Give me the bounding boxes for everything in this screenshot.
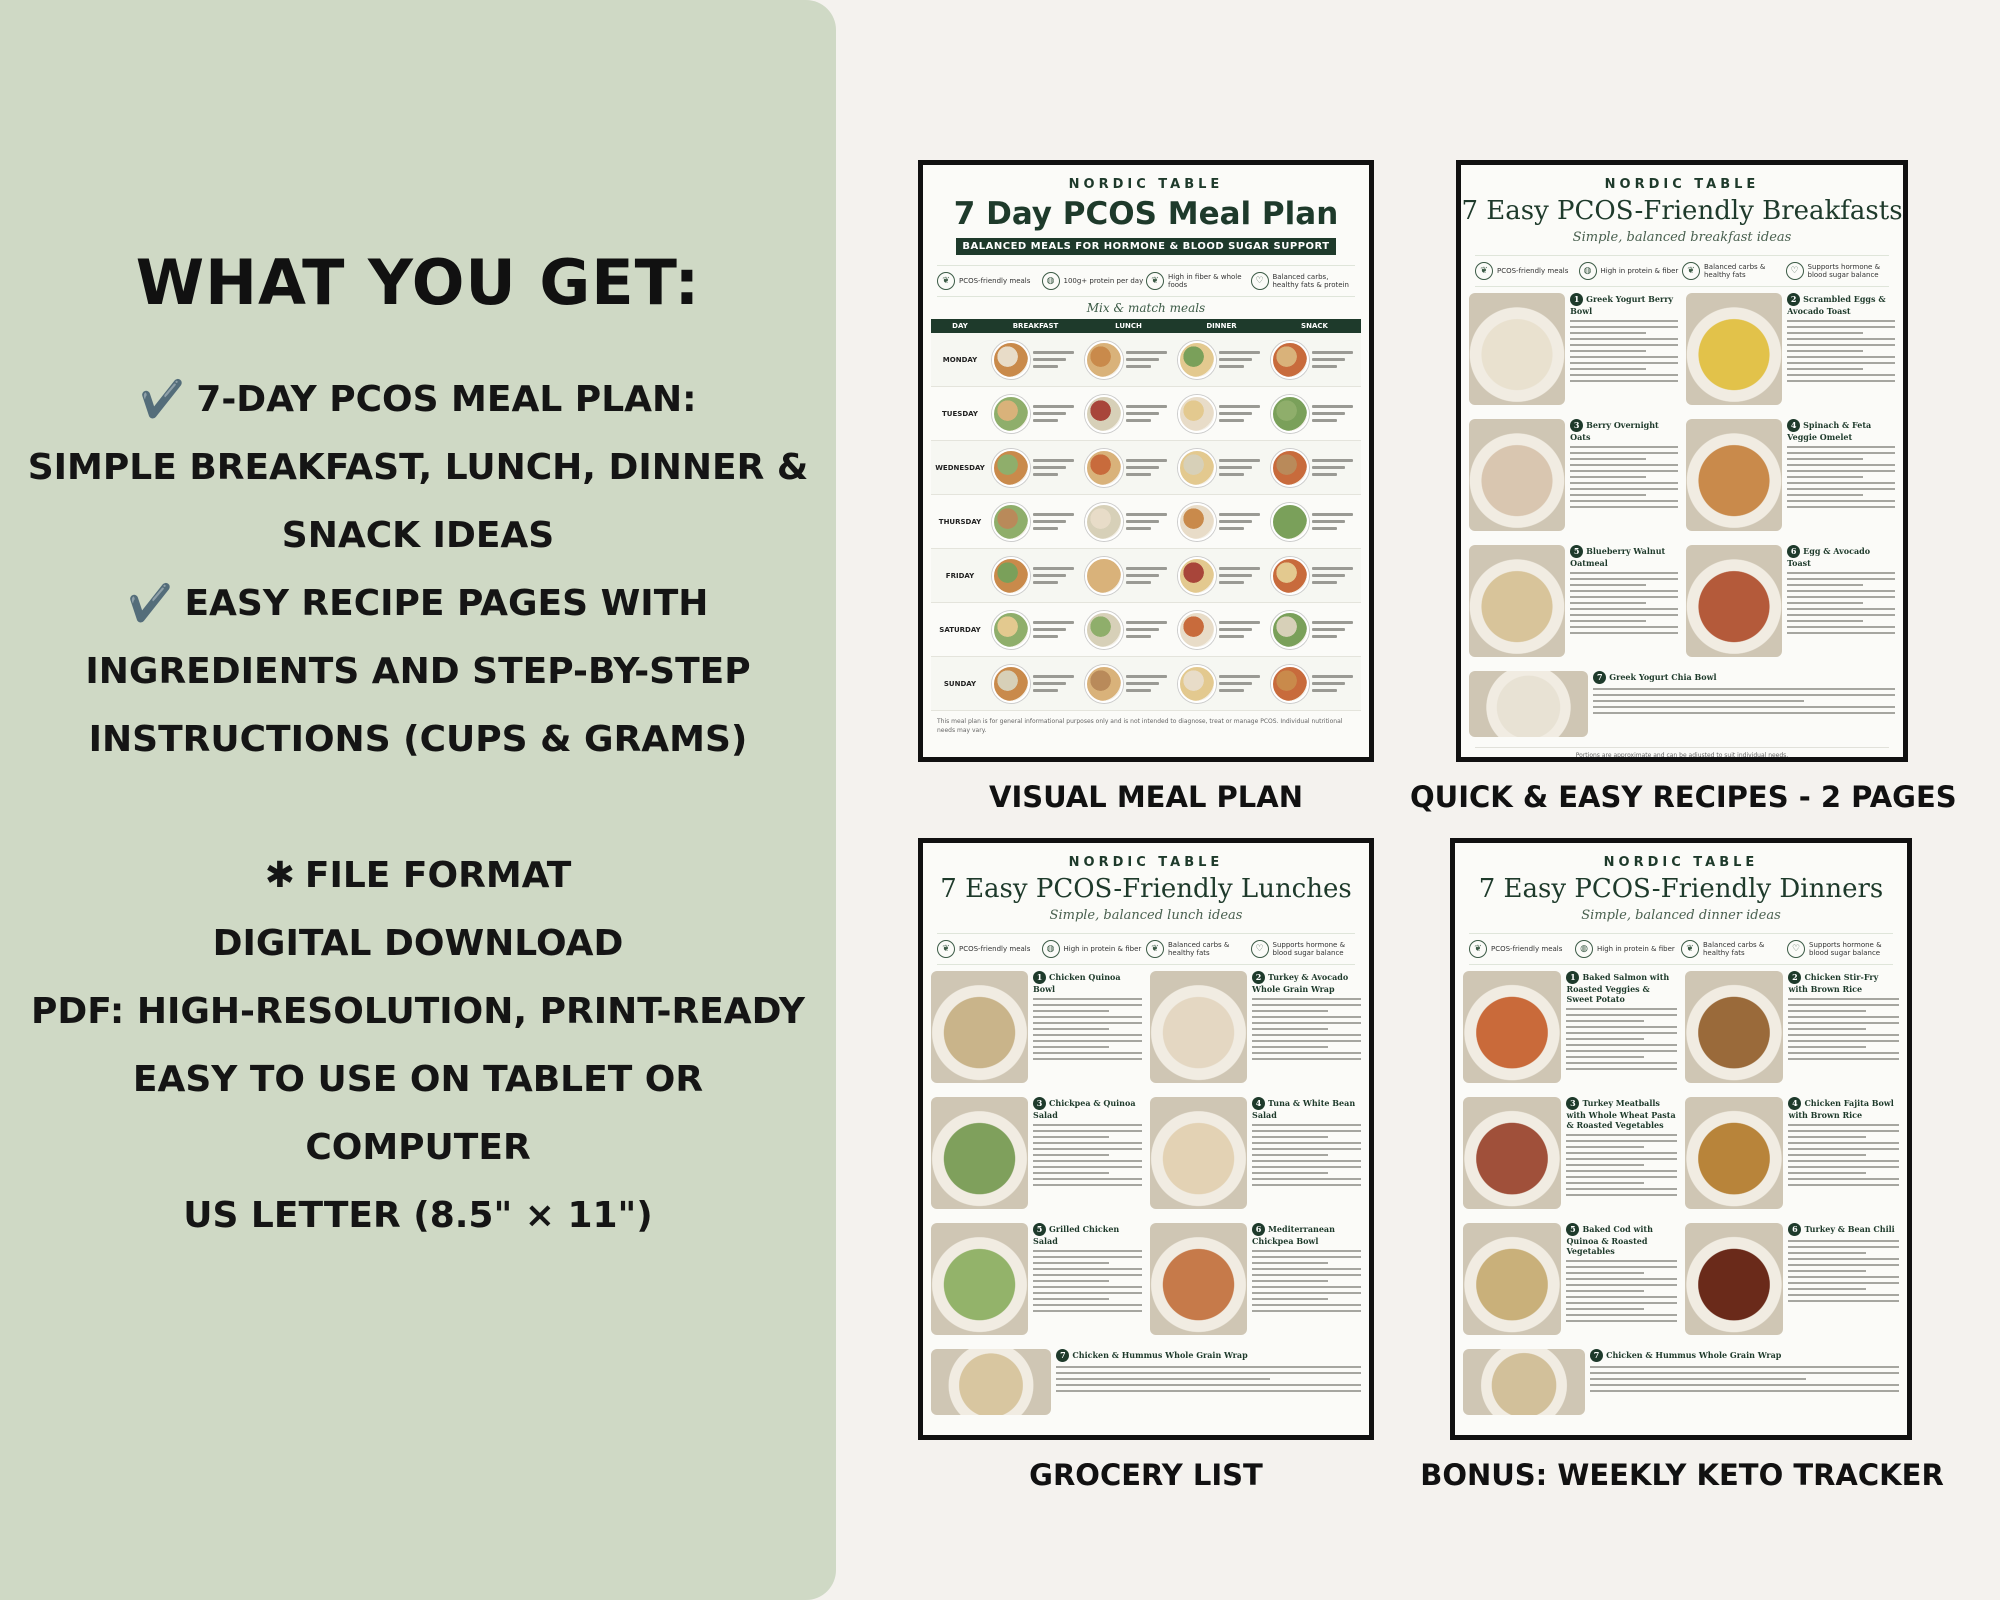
- recipe-name: Turkey & Bean Chili: [1804, 1224, 1895, 1234]
- meal-cell: [1175, 611, 1268, 649]
- meal-cell: [1082, 665, 1175, 703]
- recipe-photo: [1150, 971, 1247, 1083]
- recipe-number: 4: [1787, 419, 1800, 432]
- muscle-icon: ◍: [1042, 940, 1060, 958]
- recipe-card: [1150, 1223, 1361, 1343]
- check-icon: ✔️: [139, 379, 185, 420]
- feature: ◍ 100g+ protein per day: [1042, 272, 1147, 290]
- meal-cell: [1175, 449, 1268, 487]
- item-line: INGREDIENTS AND STEP-BY-STEP: [85, 651, 751, 692]
- recipe-number: 1: [1570, 293, 1583, 306]
- meal-cell: [989, 449, 1082, 487]
- feature-row: ❦ PCOS-friendly meals ◍ High in protein & fiber ❦ Balanced carbs & healthy fats ♡ Supports hormone & blood sugar balance: [937, 933, 1355, 965]
- page-title: 7 Day PCOS Meal Plan: [953, 196, 1339, 232]
- meal-cell: [989, 395, 1082, 433]
- left-info-panel: [0, 0, 836, 1600]
- food-photo: [1085, 341, 1123, 379]
- recipe-card: [1686, 293, 1895, 413]
- page-title: 7 Easy PCOS-Friendly Dinners: [1478, 874, 1884, 904]
- food-photo: [1178, 611, 1216, 649]
- recipe-name: Egg & Avocado Toast: [1787, 546, 1871, 568]
- brand-name: NORDIC TABLE: [1604, 177, 1760, 192]
- recipe-grid: [931, 971, 1361, 1343]
- recipe-number: 2: [1788, 971, 1801, 984]
- recipe-photo: [1463, 971, 1561, 1083]
- recipe-number: 7: [1593, 671, 1606, 684]
- recipe-wide: [1469, 671, 1895, 741]
- recipe-card: [1463, 1097, 1677, 1217]
- recipe-grid: [1463, 971, 1899, 1343]
- food-photo: [992, 611, 1030, 649]
- leaf-icon: ❦: [1682, 262, 1700, 280]
- recipe-number: 7: [1056, 1349, 1069, 1362]
- meal-cell: [989, 557, 1082, 595]
- meal-cell: [1175, 395, 1268, 433]
- feature: ♡ Balanced carbs, healthy fats & protein: [1251, 272, 1356, 290]
- recipe-number: 2: [1252, 971, 1265, 984]
- caption-grocery-list: GROCERY LIST: [1029, 1458, 1263, 1492]
- food-photo: [1271, 665, 1309, 703]
- food-photo: [1271, 611, 1309, 649]
- table-row: [931, 657, 1361, 711]
- recipe-photo: [931, 1223, 1028, 1335]
- recipe-card: [1686, 545, 1895, 665]
- recipe-name: Chicken Quinoa Bowl: [1033, 972, 1121, 994]
- recipe-name: Baked Cod with Quinoa & Roasted Vegetables: [1566, 1224, 1653, 1256]
- table-row: [931, 603, 1361, 657]
- recipe-name: Tuna & White Bean Salad: [1252, 1098, 1356, 1120]
- recipe-number: 3: [1570, 419, 1583, 432]
- table-row: [931, 333, 1361, 387]
- food-photo: [1178, 449, 1216, 487]
- check-icon: ✔️: [127, 583, 173, 624]
- heart-icon: ♡: [1786, 262, 1804, 280]
- recipe-name: Chicken Stir-Fry with Brown Rice: [1788, 972, 1879, 994]
- item-line: SNACK IDEAS: [281, 515, 555, 556]
- lunches-preview: [918, 838, 1374, 1440]
- recipe-photo: [1686, 545, 1782, 657]
- recipe-number: 6: [1787, 545, 1800, 558]
- recipe-card: [1686, 419, 1895, 539]
- meal-cell: [1082, 449, 1175, 487]
- leaf-icon: ❦: [1681, 940, 1699, 958]
- item-line: SIMPLE BREAKFAST, LUNCH, DINNER &: [27, 447, 809, 488]
- recipe-name: Turkey & Avocado Whole Grain Wrap: [1252, 972, 1349, 994]
- food-photo: [992, 557, 1030, 595]
- meal-cell: [1082, 503, 1175, 541]
- recipe-number: 5: [1033, 1223, 1046, 1236]
- meal-cell: [1268, 503, 1361, 541]
- recipe-card: [1469, 671, 1895, 737]
- table-row: [931, 441, 1361, 495]
- food-photo: [992, 503, 1030, 541]
- recipe-name: Turkey Meatballs with Whole Wheat Pasta & Roasted Vegetables: [1566, 1098, 1676, 1130]
- recipe-name: Scrambled Eggs & Avocado Toast: [1787, 294, 1886, 316]
- meal-cell: [1268, 395, 1361, 433]
- meal-cell: [1268, 341, 1361, 379]
- table-row: [931, 387, 1361, 441]
- food-photo: [1085, 449, 1123, 487]
- day-label: TUESDAY: [942, 409, 978, 418]
- item-meal-plan: ✔️ 7-DAY PCOS MEAL PLAN:: [139, 379, 697, 420]
- recipe-number: 4: [1252, 1097, 1265, 1110]
- page-subtitle: Simple, balanced dinner ideas: [1581, 908, 1781, 923]
- caption-recipes: QUICK & EASY RECIPES - 2 PAGES: [1410, 780, 1957, 814]
- day-label: MONDAY: [942, 355, 978, 364]
- leaf-icon: ❦: [1146, 272, 1164, 290]
- recipe-photo: [1463, 1349, 1585, 1415]
- recipe-number: 1: [1033, 971, 1046, 984]
- food-photo: [1178, 557, 1216, 595]
- recipe-card: [1685, 1097, 1899, 1217]
- recipe-card: [1150, 1097, 1361, 1217]
- recipe-photo: [1469, 419, 1565, 531]
- day-label: SUNDAY: [943, 679, 977, 688]
- food-photo: [1178, 395, 1216, 433]
- meal-cell: [1175, 341, 1268, 379]
- recipe-number: 6: [1788, 1223, 1801, 1236]
- table-header: DAY BREAKFAST LUNCH DINNER SNACK: [931, 319, 1361, 333]
- file-line: EASY TO USE ON TABLET OR: [132, 1059, 704, 1100]
- food-photo: [1178, 341, 1216, 379]
- meal-cell: [989, 503, 1082, 541]
- recipe-number: 5: [1566, 1223, 1579, 1236]
- recipe-card: [931, 1349, 1361, 1415]
- leaf-icon: ❦: [937, 940, 955, 958]
- leaf-icon: ❦: [1469, 940, 1487, 958]
- file-line: US LETTER (8.5" × 11"): [183, 1195, 653, 1236]
- meal-cell: [1175, 557, 1268, 595]
- recipe-number: 1: [1566, 971, 1579, 984]
- page-title: 7 Easy PCOS-Friendly Lunches: [940, 874, 1352, 904]
- recipe-card: [1469, 545, 1678, 665]
- item-recipe-pages: ✔️ EASY RECIPE PAGES WITH: [127, 583, 709, 624]
- recipe-card: [1463, 971, 1677, 1091]
- food-photo: [1085, 665, 1123, 703]
- recipe-grid: [1469, 293, 1895, 665]
- recipe-name: Greek Yogurt Chia Bowl: [1609, 672, 1717, 682]
- recipe-number: 4: [1788, 1097, 1801, 1110]
- food-photo: [992, 665, 1030, 703]
- food-photo: [1271, 395, 1309, 433]
- day-label: WEDNESDAY: [935, 463, 985, 472]
- recipe-name: Blueberry Walnut Oatmeal: [1570, 546, 1666, 568]
- food-photo: [1178, 665, 1216, 703]
- recipe-card: [931, 971, 1142, 1091]
- recipe-photo: [931, 1349, 1051, 1415]
- file-format-heading: ✱ FILE FORMAT: [264, 855, 572, 896]
- muscle-icon: ◍: [1579, 262, 1597, 280]
- leaf-icon: ❦: [1475, 262, 1493, 280]
- leaf-icon: ❦: [1146, 940, 1164, 958]
- meal-cell: [1082, 611, 1175, 649]
- file-line: DIGITAL DOWNLOAD: [212, 923, 624, 964]
- recipe-card: [1463, 1349, 1899, 1415]
- recipe-photo: [931, 1097, 1028, 1209]
- recipe-photo: [1685, 1223, 1783, 1335]
- recipe-number: 2: [1787, 293, 1800, 306]
- feature-row: ❦ PCOS-friendly meals ◍ High in protein & fiber ❦ Balanced carbs & healthy fats ♡ Supports hormone & blood sugar balance: [1469, 933, 1893, 965]
- meal-cell: [1268, 665, 1361, 703]
- muscle-icon: ◍: [1042, 272, 1060, 290]
- heart-icon: ♡: [1251, 272, 1269, 290]
- food-photo: [1271, 557, 1309, 595]
- file-line: COMPUTER: [305, 1127, 531, 1168]
- caption-visual-meal-plan: VISUAL MEAL PLAN: [989, 780, 1303, 814]
- recipe-card: [1150, 971, 1361, 1091]
- recipe-photo: [1686, 419, 1782, 531]
- feature: ❦ PCOS-friendly meals: [937, 272, 1042, 290]
- recipe-photo: [1150, 1223, 1247, 1335]
- meal-cell: [1082, 395, 1175, 433]
- caption-keto-tracker: BONUS: WEEKLY KETO TRACKER: [1420, 1458, 1944, 1492]
- recipe-photo: [1469, 545, 1565, 657]
- recipe-name: Chicken Fajita Bowl with Brown Rice: [1788, 1098, 1894, 1120]
- file-line: PDF: HIGH-RESOLUTION, PRINT-READY: [31, 991, 805, 1032]
- meal-cell: [1175, 665, 1268, 703]
- recipe-wide: [931, 1349, 1361, 1419]
- recipe-photo: [1685, 971, 1783, 1083]
- recipe-card: [931, 1223, 1142, 1343]
- breakfasts-preview: [1456, 160, 1908, 762]
- recipe-number: 7: [1590, 1349, 1603, 1362]
- recipe-name: Baked Salmon with Roasted Veggies & Sweet Potato: [1566, 972, 1670, 1004]
- recipe-photo: [1150, 1097, 1247, 1209]
- meal-cell: [1268, 557, 1361, 595]
- brand-name: NORDIC TABLE: [1068, 855, 1224, 870]
- food-photo: [1178, 503, 1216, 541]
- meal-cell: [989, 341, 1082, 379]
- recipe-photo: [1469, 671, 1588, 737]
- item-line: INSTRUCTIONS (CUPS & GRAMS): [88, 719, 748, 760]
- recipe-card: [1685, 1223, 1899, 1343]
- banner: BALANCED MEALS FOR HORMONE & BLOOD SUGAR SUPPORT: [956, 238, 1336, 255]
- table-row: [931, 495, 1361, 549]
- meal-plan-table: [931, 319, 1361, 711]
- recipe-name: Chicken & Hummus Whole Grain Wrap: [1072, 1350, 1248, 1360]
- food-photo: [992, 449, 1030, 487]
- day-label: THURSDAY: [938, 517, 982, 526]
- footer-note: Portions are approximate and can be adjusted to suit individual needs.: [1475, 747, 1889, 759]
- food-photo: [1271, 503, 1309, 541]
- recipe-name: Chickpea & Quinoa Salad: [1033, 1098, 1136, 1120]
- page-title: 7 Easy PCOS-Friendly Breakfasts: [1461, 196, 1903, 226]
- recipe-photo: [1469, 293, 1565, 405]
- recipe-name: Greek Yogurt Berry Bowl: [1570, 294, 1674, 316]
- brand-name: NORDIC TABLE: [1068, 177, 1224, 192]
- food-photo: [992, 341, 1030, 379]
- recipe-card: [1469, 293, 1678, 413]
- day-label: SATURDAY: [939, 625, 981, 634]
- dinners-preview: [1450, 838, 1912, 1440]
- recipe-card: [1685, 971, 1899, 1091]
- meal-cell: [989, 611, 1082, 649]
- food-photo: [1085, 395, 1123, 433]
- food-photo: [1271, 341, 1309, 379]
- recipe-photo: [1463, 1097, 1561, 1209]
- recipe-card: [931, 1097, 1142, 1217]
- recipe-number: 3: [1566, 1097, 1579, 1110]
- mix-match-label: Mix & match meals: [1086, 301, 1206, 315]
- feature-row: [937, 265, 1355, 297]
- day-label: FRIDAY: [945, 571, 975, 580]
- recipe-number: 5: [1570, 545, 1583, 558]
- recipe-name: Grilled Chicken Salad: [1033, 1224, 1120, 1246]
- disclaimer: This meal plan is for general informational purposes only and is not intended to diagnose, treat or manage PCOS. Individual nutritional needs may vary.: [937, 718, 1343, 734]
- meal-cell: [1268, 611, 1361, 649]
- food-photo: [1085, 611, 1123, 649]
- food-photo: [1085, 503, 1123, 541]
- meal-cell: [1082, 341, 1175, 379]
- recipe-photo: [1463, 1223, 1561, 1335]
- meal-cell: [1175, 503, 1268, 541]
- recipe-name: Chicken & Hummus Whole Grain Wrap: [1606, 1350, 1782, 1360]
- page-subtitle: Simple, balanced lunch ideas: [1049, 908, 1243, 923]
- meal-cell: [1268, 449, 1361, 487]
- table-row: [931, 549, 1361, 603]
- meal-cell: [1082, 557, 1175, 595]
- food-photo: [1085, 557, 1123, 595]
- heart-icon: ♡: [1787, 940, 1805, 958]
- heart-icon: ♡: [1251, 940, 1269, 958]
- page-subtitle: Simple, balanced breakfast ideas: [1572, 230, 1792, 245]
- feature: ❦ High in fiber & whole foods: [1146, 272, 1251, 290]
- food-photo: [1271, 449, 1309, 487]
- recipe-name: Berry Overnight Oats: [1570, 420, 1659, 442]
- food-photo: [992, 395, 1030, 433]
- what-you-get-heading: WHAT YOU GET:: [135, 246, 701, 319]
- asterisk-icon: ✱: [264, 855, 295, 896]
- recipe-wide: [1463, 1349, 1899, 1419]
- recipe-photo: [1685, 1097, 1783, 1209]
- meal-plan-preview: [918, 160, 1374, 762]
- recipe-number: 3: [1033, 1097, 1046, 1110]
- leaf-icon: ❦: [937, 272, 955, 290]
- recipe-card: [1463, 1223, 1677, 1343]
- recipe-name: Mediterranean Chickpea Bowl: [1252, 1224, 1335, 1246]
- recipe-photo: [931, 971, 1028, 1083]
- recipe-photo: [1686, 293, 1782, 405]
- brand-name: NORDIC TABLE: [1603, 855, 1759, 870]
- recipe-name: Spinach & Feta Veggie Omelet: [1787, 420, 1872, 442]
- muscle-icon: ◍: [1575, 940, 1593, 958]
- recipe-number: 6: [1252, 1223, 1265, 1236]
- meal-cell: [989, 665, 1082, 703]
- feature-row: ❦ PCOS-friendly meals ◍ High in protein & fiber ❦ Balanced carbs & healthy fats ♡ Supports hormone & blood sugar balance: [1475, 255, 1889, 287]
- recipe-card: [1469, 419, 1678, 539]
